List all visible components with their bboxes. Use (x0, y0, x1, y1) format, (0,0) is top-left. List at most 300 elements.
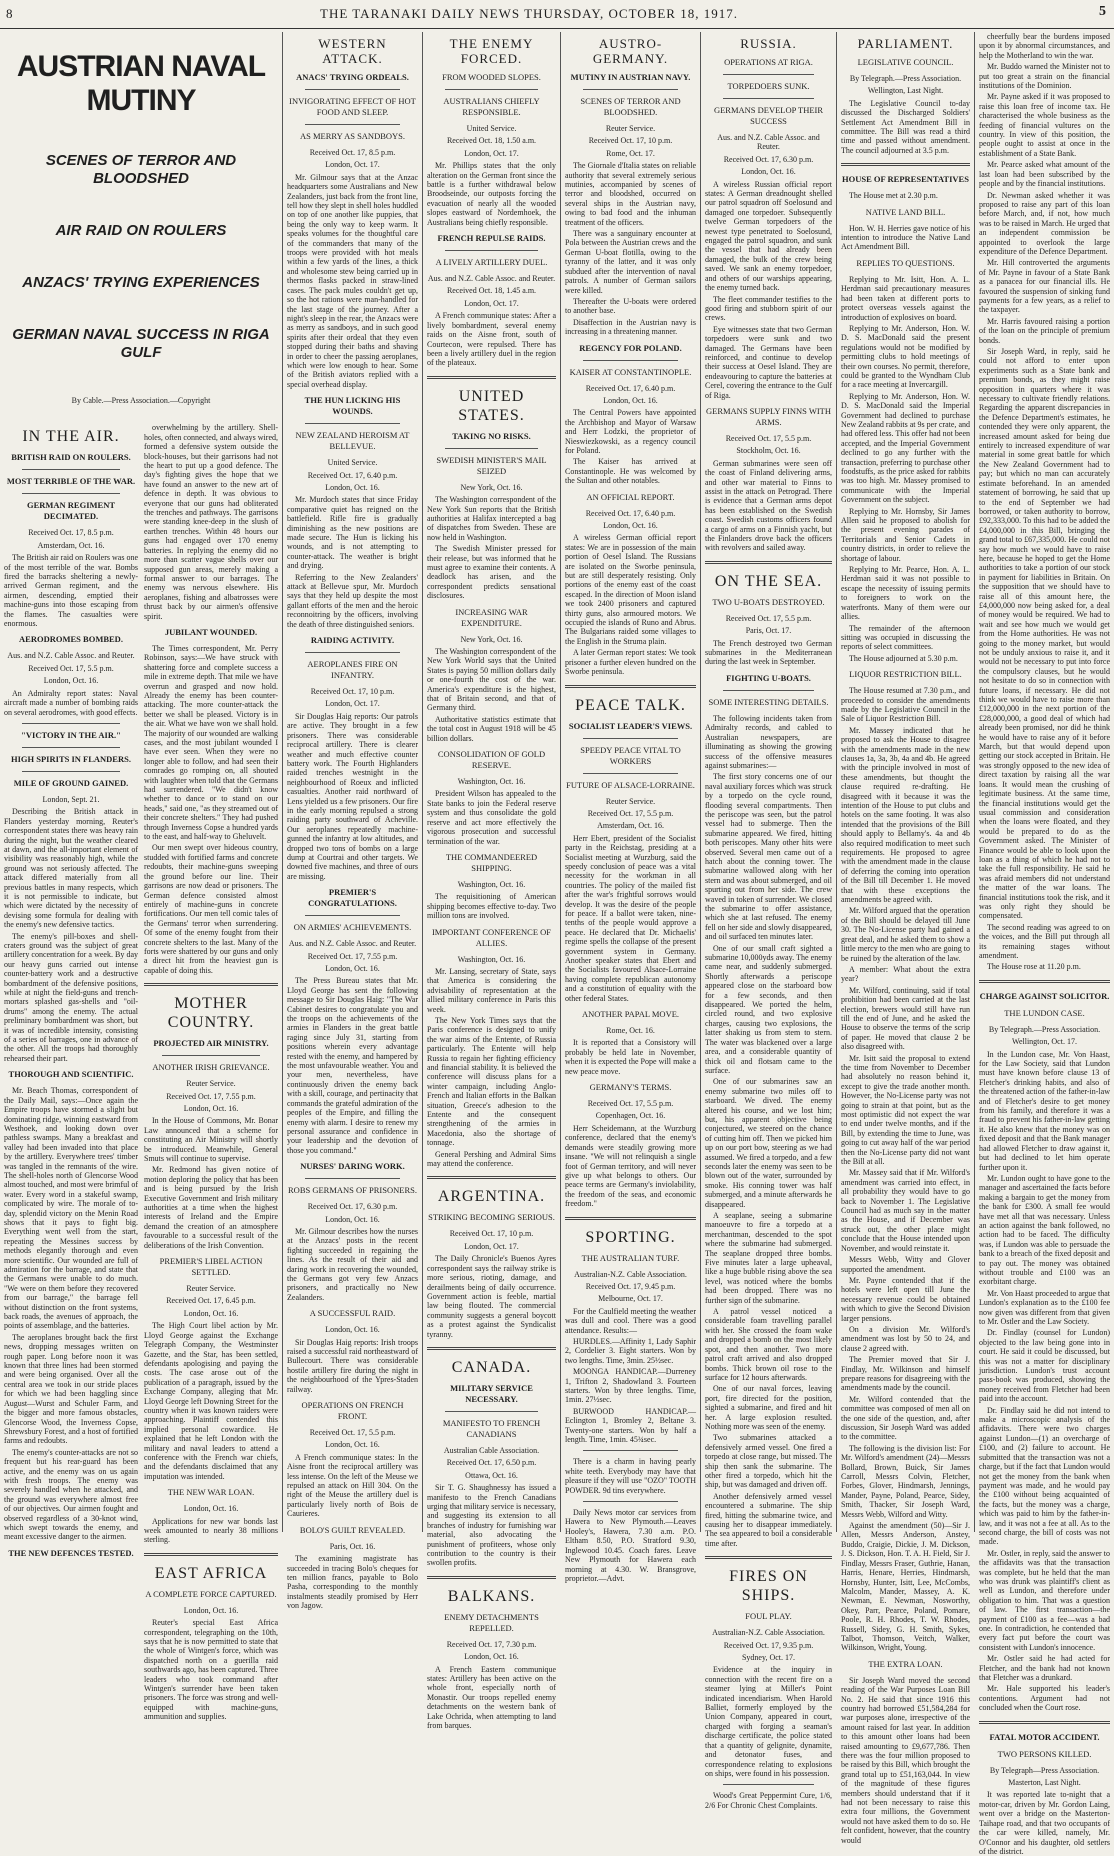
dateline: London, Oct. 17. (464, 298, 519, 308)
section-title-mother-country: MOTHER COUNTRY. (167, 995, 255, 1032)
section-title-sporting: SPORTING. (585, 1228, 676, 1246)
article-paragraph: Authoritative statistics estimate that the total cost in August 1918 will be 45 billion dollars. (427, 714, 556, 743)
dateline: London, Oct. 17. (464, 148, 519, 158)
source-line: United Service. (466, 124, 517, 133)
article-paragraph: Sir Joseph Ward, in reply, said he could not afford to enter upon experiments such as a State bank and premium bonds, as they might raise opposition in quarters where it was necessary to cultivate friendly relations. Regarding the apparent discrepancies in the Defence Department's estimates, he contended they were only apparent, the increased amount asked for being due entirely to increased expenditure of war material in some great battle for which the New Zealand Government had to pay; but which no man can accurately estimate beforehand. In an amended statement of borrowing, he said that up to the end of September we had borrowed, or taken authority to borrow, £92,333,000. To this had to be added the £4,000,000 in this Bill, bringing the grand total to £67,335,000. He could not say how much we would have to raise here, because he hoped to get the Home authorities to take a portion of our stock in payment for liabilities in Britain. On the supposition that we should have to raise all of this amount here, the £4,000,000 now being asked for, a deal of money would be required. We had to wait and see how much we would get from the Home authorities. He was not going to the money market, but would not be unduly anxious to raise it, and it would not be necessary to put into force the compulsory clauses, but he would not hesitate to do so in connection with future loans, if necessary. He did not think we would have to raise more than £12,000,000 in the next portion of the £28,000,000, a good deal of which had already been promised, nor did he think he would have to raise any of it before March, but that would depend upon getting our stock accepted in Britain. He was strongly opposed to the new idea of direct taxation by raising all the war loans. It would mean the crushing of legitimate business. At the same time, the financial institutions would get the usual commission and consideration when the loans were floated, and they would be prepared to do as the Government asked. The Minister of Finance would be able to look upon the loan as a thing of which he had not to take the full responsibility. He said he was afraid members did not understand the matter of the war loans. The financial institutions took the risk, and it was only right they should be compensated. (979, 347, 1110, 921)
received-line: Received Oct. 17, 6.50 p.m. (446, 1458, 537, 1468)
subheading: ROBS GERMANS OF PRISONERS. (288, 1185, 417, 1196)
received-line: Received Oct. 17, 5.5 p.m. (309, 1428, 396, 1438)
subheading: PREMIER'S LIBEL ACTION SETTLED. (159, 1256, 263, 1278)
received-line: Received Oct. 17, 5.5 p.m. (725, 613, 812, 623)
article-paragraph: Mr. Murdoch states that since Friday comparative quiet has reigned on the battlefield. Rifle fire is gradually diminishing as the new positions are made secure. The Hun is licking his wounds, and is not attempting to counter-attack. The weather is bright and drying. (287, 495, 418, 571)
received-line: Received Oct. 17, 6.30 p.m. (307, 1202, 398, 1212)
section-title-enemy-forced: THE ENEMY FORCED. (449, 36, 534, 66)
article-paragraph: Replying to Mr. Isitt, Hon. A. L. Herdman said precautionary measures had been taken at different ports to protect overseas vessels against the introduction of explosives on board. (841, 274, 970, 322)
subheading: ANACS' TRYING ORDEALS. (296, 72, 409, 82)
subheading: MUTINY IN AUSTRIAN NAVY. (570, 72, 691, 82)
article-paragraph: A French communique states: In the Aisne front the reciprocal artillery was less intense. On the left of the Meuse we repulsed an attack on Hill 304. On the right of the Meuse the artillery duel is particularly lively north of Bois de Caurieres. (287, 1452, 418, 1519)
article-paragraph: Herr Scheidemann, at the Wurzburg conference, declared that the enemy's demands were steadily growing more insane. "We will not relinquish a single foot of German territory, and will never give up what belongs to others. Our peace terms are Germany's inviolability, the freedom of the seas, and economic freedom." (565, 1123, 696, 1209)
headline-scenes-of-terror: SCENES OF TERROR AND BLOODSHED (45, 152, 237, 187)
article-paragraph: Describing the British attack in Flanders yesterday morning, Reuter's correspondent states there was heavy rain during the night, but the weather cleared at dawn, and the all-important element of visibility was reasonably high, while the ground was not seriously affected. The attack differed materially from all previous battles in many respects, which it is not permissible to indicate, but which were dictated by the necessity of devising some formula for dealing with the enemy's new defensive tactics. (4, 807, 138, 930)
article-paragraph: A wireless German official report states: We are in possession of the main portion of Oesel Island. The Russians are isolated on the Sworbe peninsula, but are still desperately resisting. Only portions of the enemy east of the coast escaped. In the direction of Moon island we took 2400 prisoners and captured thirty guns, also armoured motors. We occupied the islands of Runo and Abrus. The Bulgarians raided some villages to the English in the Struma plain. (565, 533, 696, 646)
subheading: JUBILANT WOUNDED. (164, 626, 258, 637)
subheading: OPERATIONS AT RIGA. (724, 57, 813, 67)
article-paragraph: The enemy's pill-boxes and shell-craters ground was the subject of great artillery concentration for a week. By day our heavy guns carried out intense counter-battery work and a destructive bombardment of the defensive positions, while at night the field-guns and trench-mortars splashed gas-shells and "oil-drums" among the enemy. The actual preliminary bombardment was short, but it was of incredible intensity, consisting of a series of barrages, one in advance of the other. All the troops had thoroughly rehearsed their part. (4, 931, 138, 1063)
article-paragraph: A wireless Russian official report states: A German dreadnought shelled our patrol squadron off Soelosund and damaged one torpedoer. Subsequently twelve German torpedoers of the newest type penetrated to Soelosund, engaged the patrol squadron, and sunk the vessel that had already been damaged, the bulk of the crew being saved. We sank an enemy torpedoer, and others of our warships appearing, the enemy turned back. (705, 179, 832, 293)
article-paragraph: Mr. Massey said that if Mr. Wilford's amendment was carried into effect, in all probability they would have to go back to November 1. The Legislative Council had as much say in the matter as the House, and if December was struck out, the other place might conclude that the House intended upon November, and would reinstate it. (841, 1168, 970, 1253)
dateline: London, Oct. 16. (325, 482, 380, 492)
subheading: THE COMMANDEERED SHIPPING. (445, 851, 538, 873)
subheading: ANOTHER IRISH GRIEVANCE. (152, 1062, 270, 1073)
subheading: MILITARY SERVICE NECESSARY. (450, 1382, 533, 1404)
dateline: New York, Oct. 16. (460, 634, 523, 644)
dateline: Wellington, Oct. 17. (1012, 1037, 1077, 1047)
dateline: London, Oct. 16. (43, 676, 99, 686)
dateline: Sydney, Oct. 17. (741, 1653, 796, 1663)
subheading: IMPORTANT CONFERENCE OF ALLIES. (431, 926, 552, 948)
subheading: TWO PERSONS KILLED. (997, 1748, 1092, 1759)
section-title-fires-on-ships: FIRES ON SHIPS. (729, 1568, 808, 1605)
article-paragraph: The Kaiser has arrived at Constantinople. He was welcomed by the Sultan and other notables. (565, 457, 696, 486)
article-paragraph: The enemy's counter-attacks are not so frequent but his rear-guard has been active, and the enemy was on us again with fresh troops. The enemy was severely handled when he attacked, and the ground was everywhere almost free of our objectives. Our airmen fought and observed regardless of a 30-knot wind, which swept towards the enemy, and meant excessive danger to the airmen. (4, 1447, 138, 1542)
section-title-in-the-air: IN THE AIR. (22, 428, 120, 446)
source-line: Australian-N.Z. Cable Association. (574, 1269, 687, 1279)
article-paragraph: Dr. Findlay said he did not intend to make a microscopic analysis of the affidavits. There were two charges against Lundon—(1) an overcharge of £100, and (2) failure to account. He submitted that the transaction was not a charge, but if the fact that Lundon would not get the money from the bank when payment was made, and he would pay the £100 without being acquainted of the facts, but the money was a charge, which was paid to him by the father-in-law, and it was not a fee at all. As to the second charge, the bill of costs was not made. (979, 1405, 1110, 1547)
section-title-balkans: BALKANS. (447, 1587, 536, 1605)
article-paragraph: Messrs Webb, Witty and Glover supported the amendment. (841, 1255, 970, 1274)
subheading: SOME INTERESTING DETAILS. (708, 696, 829, 707)
received-line: Received Oct. 17, 5.5 p.m. (725, 433, 812, 443)
article-paragraph: The following incidents taken from Admiralty records, and cabled to Australian newspapers, are illuminating as showing the growing success of the offensive measures against submarines:— (705, 713, 832, 770)
subheading: BOLO'S GUILT REVEALED. (299, 1524, 406, 1535)
article-paragraph: Reuter's special East Africa correspondent, telegraphing on the 10th, says that he is now permitted to state that the whole of Wintgen's force, which was dispatched north on a guerilla raid southwards ago, has been captured. Three leaders who took command after Wintgen's surrender have been taken prisoners. The force was strong and well-equipped with machine-guns, ammunition and supplies. (144, 1618, 278, 1722)
article-paragraph: The Press Bureau states that Mr. Lloyd George has sent the following message to Sir Douglas Haig: "The War Cabinet desires to congratulate you and the troops on the achievements of the armies in Flanders in the great battle raging since July 31, starting from positions wherein every advantage rested with the enemy, and hampered by the most unfavourable weather. You and your men, nevertheless, have continuously driven the enemy back with a skill, courage, and pertinacity that commands the grateful admiration of the peoples of the Empire, and filling the enemy with alarm. I desire to renew my personal assurance and confidence in your leadership and the devotion of those you command." (287, 976, 418, 1155)
article-paragraph: It was reported late to-night that a motor-car, driven by Mr. Gordon Laing, went over a bridge on the Masterton-Taihape road, and that two occupants of the car were killed, namely, Mr. O'Connor and his daughter, old settlers of the district. (979, 1790, 1110, 1856)
received-line: Received Oct. 17, 9.45 p.m. (585, 1281, 676, 1291)
dateline: Rome, Oct. 16. (606, 1026, 655, 1036)
article-paragraph: Mr. Phillips states that the only alteration on the German front since the battle is a further withdrawal below Broodseinde, our outposts forcing the evacuation of nearly all the wooded slopes eastward of Nordemhoek, the Australians being chiefly responsible. (427, 161, 556, 227)
article-paragraph: Mr. Ostler, in reply, said the answer to the affidavits was that the transaction was complete, but he held that the man who was drunk was plaintiff's client as well as Lundon, and therefore under obligation to him. That was a question of law. The first transaction—the payment of £100 as a fee—was a bad one. In contradiction, he contended that every fact put before the court was consistent with Lundon's innocence. (979, 1548, 1110, 1652)
subheading: AEROPLANES FIRE ON INFANTRY. (307, 659, 398, 681)
article-paragraph: For the Caulfield meeting the weather was dull and cool. There was a good attendance. Results:— (565, 1306, 696, 1335)
article-paragraph: Mr. Redmond has given notice of motion deploring the policy that has been and is being pursued by the Irish Executive Government and Irish military authorities at a time when the highest interests of Ireland and the Empire demand the creation of an atmosphere favourable to a successful result of the deliberations of the Irish Convention. (144, 1165, 278, 1250)
source-line: By Telegraph.—Press Association. (988, 1024, 1101, 1034)
dateline: Washington, Oct. 16. (457, 777, 526, 787)
source-line: Reuter Service. (186, 1079, 236, 1089)
section-title-austro-germany: AUSTRO-GERMANY. (592, 36, 669, 66)
subheading: STRIKING BECOMING SERIOUS. (428, 1212, 555, 1223)
subheading: THE LUNDON CASE. (1004, 1007, 1085, 1018)
received-line: Received Oct. 17, 10 p.m. (449, 1229, 534, 1239)
article-paragraph: Replying to Mr. Anderson, Hon. W. D. S. MacDonald said the present regulations would not be modified by permitting clubs to hold meetings of their own courses. No permit, therefore, could be granted to the Wyndham Club for a race meeting at Invercargill. (841, 323, 970, 390)
source-line: Reuter Service. (605, 124, 656, 133)
article-paragraph: The requisitioning of American shipping becomes effective to-day. Two million tons are involved. (427, 892, 556, 921)
subheading: NEW ZEALAND HEROISM AT BELLEVUE. (295, 430, 410, 452)
dateline: Copenhagen, Oct. 16. (595, 1111, 666, 1121)
article-paragraph: Dr. Newman asked whether it was proposed to raise any part of this loan before March, and, if not, how much was to be raised in March. He urged that an independent commission be appointed to overlook the large expenditure of the Defence Department. (979, 190, 1110, 256)
subheading: CONSOLIDATION OF GOLD RESERVE. (437, 749, 546, 771)
advertisement: Wood's Great Peppermint Cure, 1/6, 2/6 For Chronic Chest Complaints. (705, 1791, 832, 1810)
subheading: THE NEW DEFENCES TESTED. (8, 1547, 134, 1558)
article-paragraph: The Daily Chronicle's Buenos Ayres correspondent says the railway strike is more serious, rioting, damage, and derailments being of daily occurrence. Government action is feeble, martial law being flouted. The commercial community suggests a general boycott as a protest against the Syndicalist tyranny. (427, 1254, 556, 1339)
article-paragraph: Mr. Payne asked if it was proposed to raise this loan free of income tax. He characterised the whole business as the feeding of financial vultures on the country. In view of this position, the people ought to assist at once in the establishment of a State Bank. (979, 92, 1110, 158)
article-paragraph: A patrol vessel noticed a considerable foam travelling parallel with her. She crossed the foam wake and dropped a bomb on the most likely spot, and then another. Two more patrol craft arrived and also dropped bombs. Thick brown oil rose to the surface for 12 hours afterwards. (705, 1307, 832, 1382)
subheading: FOUL PLAY. (745, 1611, 792, 1622)
subheading: THE NEW WAR LOAN. (167, 1487, 255, 1498)
article-paragraph: Sir Douglas Haig reports: Our patrols are active. They brought in a few prisoners. There was considerable reciprocal artillery. There is clearer weather and much effective counter battery work. The Fourth Highlanders raided trenches westnight in the neighbourhood of Roeux and inflicted casualties. Another raid northward of Lens yielded us a few prisoners. Our fire in the early morning repulsed a strong raiding party southward of Acheville. Our aeroplanes repeatedly machine-gunned the infantry at low altitudes, and dropped two tons of bombs on a large dump at Courtrai and other targets. We downed five machines, and three of ours are missing. (287, 711, 418, 881)
section-title-russia: RUSSIA. (740, 36, 797, 51)
source-line: Aus. and N.Z. Cable Assoc. and Reuter. (427, 274, 556, 284)
received-line: Received Oct. 17, 10 p.m. (588, 136, 673, 146)
article-paragraph: The House resumed at 7.30 p.m., and proceeded to consider the amendments made by the Legislative Council in the Sale of Liquor Restriction Bill. (841, 686, 970, 724)
article-paragraph: Mr. Gilmour describes how the nurses at the Anzacs' posts in the recent fighting succeeded in regaining the lines. As the result of their aid and daring work in recovering the wounded, the Germans got very few Anzacs prisoners, and practically no New Zealanders. (287, 1226, 418, 1302)
subheading: SWEDISH MINISTER'S MAIL SEIZED (436, 454, 547, 476)
article-paragraph: President Wilson has appealed to the State banks to join the Federal reserve system and thus consolidate the gold reserve and act more effectively the vigorous prosecution and successful termination of the war. (427, 789, 556, 846)
article-paragraph: Eye witnesses state that two German torpedoers were sunk and two damaged. The Germans have been reinforced, and continue to develop their success at Oesel Island. They are endeavouring to capture the batteries at Cerel, covering the entrance to the Gulf of Riga. (705, 324, 832, 400)
column-austrian-mutiny (0, 32, 282, 1722)
dateline: Masterton, Last Night. (1008, 1778, 1081, 1788)
article-paragraph: The High Court libel action by Mr. Lloyd George against the Exchange Telegraph Company, the Westminster Gazette, and the Star, has been settled, defendants apologising and paying the costs. The case arose out of the publication of a paragraph, issued by the Exchange Company, alleging that Mr. Lloyd George left Downing Street for the country when it was known raiders were approaching. Plaintiff contended this implied personal cowardice. He explained that he left London with the military and naval leaders to attend a conference with the French war chiefs, and the defendants disclaimed that any imputation was intended. (144, 1321, 278, 1481)
article-paragraph: Herr Ebert, president of the Socialist party in the Reichstag, presiding at a Socialist meeting at Wurzburg, said the speedy conclusion of peace was a vital necessity for the workman in all countries. The policy of the mailed fist after the war's frightful sorrows would develop. It was the desire of the people for peace. If a ballot were taken, nine-tenths of the people would approve a peace. He declared that Dr. Michaelis' regime spells the collapse of the present government system in Germany. Another speaker states that Ebert and the Socialists favoured Alsace-Lorraine having complete republican autonomy and a constitution of equality with the other federal States. (565, 833, 696, 1003)
article-paragraph: Against the amendment (50)—Sir J. Allen, Messrs Anderson, Anstey, Buddo, Craigie, Dickie, J. M. Dickson, J. S. Dickson, Hon. T. A. H. Field, Sir J. Findlay, Messrs Fraser, Guthrie, Hanan, Harris, Henare, Herries, Hindmarsh, Hornsby, Hunter, Isitt, Lee, McCombs, Malcolm, Mander, Massey, A. K. Newman, E. Newman, Nosworthy, Okey, Parr, Pearce, Poland, Pomare, Poole, R. H. Rhodes, T. W. Rhodes, Russell, Sidey, G. H. Smith, Sykes, Talbot, Thomson, Veitch, Walker, Wilkinson, Wright, Young. (841, 1521, 970, 1653)
received-line: Received Oct. 17, 6.40 p.m. (585, 383, 676, 393)
dateline: Stockholm, Oct. 16. (736, 446, 801, 456)
headline-air-raid: AIR RAID ON ROULERS (55, 222, 227, 239)
article-paragraph: Evidence at the inquiry in connection with the recent fire on a steamer lying at Miller's Point indicated incendiarism. When Harold Balliet, formerly employed by the Union Company, appeared in court, charged with forging a seaman's discharge certificate, the police stated that a quantity of gelignite, dynamite, and detonator fuses, and correspondence relating to explosions on ships, were found in his possession. (705, 1665, 832, 1778)
received-line: Received Oct. 17, 10 p.m. (310, 687, 395, 697)
subheading: GERMANS DEVELOP THEIR SUCCESS (713, 105, 824, 126)
subheading: A COMPLETE FORCE CAPTURED. (145, 1588, 277, 1599)
article-paragraph: German submarines were seen off the coast of Finland delivering arms, and other war material to Finns to assist in the attack on Petrograd. There is evidence that a German arms depot has been established on the Swedish coast. Swedish customs officers found a cargo of arms on a Finnish yacht, but the Finlanders drove back the officers with revolvers and sailed away. (705, 458, 832, 553)
subheading: GERMANS SUPPLY FINNS WITH ARMS. (705, 405, 831, 427)
col1-left (4, 423, 138, 1723)
subheading: KAISER AT CONSTANTINOPLE. (569, 366, 692, 377)
received-line: Received Oct. 17, 9.35 p.m. (723, 1640, 814, 1650)
article-paragraph: The Times correspondent, Mr. Perry Robinson, says:—We have struck with shattering force and complete success a mile in extreme depth. That mile we have overrun and grasped and now hold. Already the enemy has been counter-attacking. The more counter-attack the better we shall be pleased. Victory is in the air. What we have won we shall hold. The majority of our wounded are walking cases, and the most jubilant wounded I have ever seen. When they were no longer able to follow, and had seen their comrades go romping on, all shouted with laughter when told that the Germans had surrendered. "We didn't know whether to dance or to stand on our heads," said one, "as they streamed out of their concrete shelters." They had pushed through Inverness Copse a hundred yards to the east, and half-way to Gheluvelt. (144, 643, 278, 842)
section-title-east-africa: EAST AFRICA (154, 1564, 268, 1582)
subheading: TWO U-BOATS DESTROYED. (712, 596, 825, 607)
page-number-left: 8 (6, 6, 13, 21)
article-paragraph: There was a sanguinary encounter at Pola between the Austrian crews and the German U-boat flotilla, owing to the tyranny of the latter, and it was only subdued after the intervention of naval patrols. A number of German sailors were killed. (565, 229, 696, 295)
article-paragraph: Dr. Findlay (counsel for Lundon) objected to the law being gone into in court. He said it could be discussed, but this was not a matter for disciplinary jurisdiction. Lundon's trust account pass-book was produced, showing the money received from Fletcher had been paid into the account. (979, 1328, 1110, 1404)
article-paragraph: One of our small craft sighted a submarine 10,000yds away. The enemy came near, and suddenly submerged. Shortly afterwards a periscope appeared close on the starboard bow for a few seconds, and then disappeared. We ported the helm, circled round, and two explosive charges, causing two explosions, the latter shaking us from stem to stern. The water was blackened over a large area, and a considerable quantity of thick oil and flotsam came to the surface. (705, 943, 832, 1075)
headline-anzacs: ANZACS' TRYING EXPERIENCES (22, 274, 260, 291)
subheading: ON ARMIES' ACHIEVEMENTS. (293, 922, 412, 933)
article-paragraph: In the House of Commons, Mr. Bonar Law announced that a scheme for constituting an Air Ministry will shortly be introduced. Meanwhile, General Smuts will continue to supervise. (144, 1116, 278, 1163)
dateline: London, Oct. 17. (325, 699, 380, 709)
received-line: Received Oct. 17, 7.55 p.m. (166, 1091, 256, 1101)
dateline: London, Oct. 16. (464, 1652, 519, 1662)
article-paragraph: The Washington correspondent of the New York World says that the United States is paying 50 million dollars daily or one-fourth the cost of the war. America's expenditure is the highest, that of Britain second, and that of Germany third. (427, 647, 556, 713)
subheading: FROM WOODED SLOPES. (442, 72, 541, 82)
article-paragraph: cheerfully bear the burdens imposed upon it by abnormal circumstances, and help the Motherland to win the war. (979, 32, 1110, 60)
article-paragraph: Thereafter the U-boats were ordered to another base. (565, 296, 696, 316)
dateline: Washington, Oct. 16. (457, 879, 526, 889)
race-result: BURWOOD HANDICAP.—Eclington 1, Bromley 2, Beltane 3. Twenty-one starters. Won by half a length. Time, 1min. 45¾sec. (565, 1406, 696, 1445)
article-paragraph: Mr. Harris favoured raising a portion of the loan on the principle of premium bonds. (979, 316, 1110, 345)
article-paragraph: Sir Douglas Haig reports: Irish troops raised a successful raid northeastward of Bullecourt. There was considerable hostile artillery fire during the night in the neighbourhood of the Ypres-Staden railway. (287, 1337, 418, 1394)
article-paragraph: The Legislative Council to-day discussed the Discharged Soldiers' Settlement Act Amendment Bill in committee. The Bill was read a third time and passed without amendment. The council adjourned at 3.5 p.m. (841, 98, 970, 155)
source-line: Australian-N.Z. Cable Association. (712, 1628, 825, 1638)
subheading: THE HUN LICKING HIS WOUNDS. (304, 395, 401, 417)
subheading: REGENCY FOR POLAND. (579, 342, 682, 353)
dateline: London, Oct. 17. (325, 160, 380, 170)
subheading: A LIVELY ARTILLERY DUEL. (435, 257, 548, 268)
dateline: New York, Oct. 16. (460, 482, 523, 492)
col1-right (144, 423, 278, 1723)
newspaper-title: THE TARANAKI DAILY NEWS THURSDAY, OCTOBER 18, 1917. (320, 6, 738, 21)
subheading: INVIGORATING EFFECT OF HOT FOOD AND SLEEP. (289, 96, 416, 117)
article-paragraph: Mr. Lansing, secretary of State, says that America is considering the advisability of representation at the allied military conference in Paris this week. (427, 966, 556, 1014)
article-paragraph: A later German report states: We took prisoner a further eleven hundred on the Sworbe peninsula. (565, 648, 696, 677)
received-line: Received Oct. 18, 1.45 a.m. (446, 286, 537, 296)
section-title-fatal-motor-accident: FATAL MOTOR ACCIDENT. (989, 1731, 1100, 1742)
article-paragraph: The examining magistrate has succeeded in tracing Bolo's cheques for ten million francs, payable to Bolo Pasha, corresponding to the monthly instalments steadily promised by Herr von Jagow. (287, 1554, 418, 1611)
byline: By Cable.—Press Association.—Copyright (71, 396, 211, 405)
article-paragraph: Mr. Ostler said he had acted for Fletcher, and the bank had not known that Fletcher was a drunkard. (979, 1654, 1110, 1683)
article-paragraph: The House met at 2.30 p.m. (849, 191, 938, 201)
source-line: By Telegraph.—Press Association. (849, 74, 962, 83)
subheading: FRENCH REPULSE RAIDS. (437, 233, 546, 244)
received-line: Received Oct. 17, 6.45 p.m. (166, 1296, 256, 1306)
subheading: AN OFFICIAL REPORT. (586, 491, 675, 502)
subheading: HIGH SPIRITS IN FLANDERS. (11, 753, 131, 764)
dateline: London, Oct. 16. (183, 1504, 239, 1514)
subheading: MOST TERRIBLE OF THE WAR. (6, 476, 136, 487)
article-paragraph: The remainder of the afternoon sitting was occupied in discussing the reports of select committees. (841, 623, 970, 652)
article-paragraph: The fleet commander testifies to the good firing and stubborn spirit of our crews. (705, 294, 832, 323)
subheading: SPEEDY PEACE VITAL TO WORKERS (580, 744, 681, 766)
article-paragraph: Mr. Gilmour says that at the Anzac headquarters some Australians and New Zealanders, just back from the front line, tell how they slept in shell holes huddled on top of one another like puppies, that being the only way to keep warm. It speaks volumes for the thoughtful care of the commanders that many of the troops were provided with hot meals within a few yards of the lines, a thick and wholesome stew being carried up in thermos flasks packed in straw-lined cases. The pack mules couldn't get up, so the hot rations were man-handled for the last stage of the journey. After a night's sleep in the rear, the Anzacs were as merry as sandboys, and in such good spirits after their ordeal that they even stopped during their baths and shaving in order to cheer the passing aeroplanes, which were low enough to hear. Some of the British aviators replied with a special overhead display. (287, 172, 418, 389)
received-line: Received Oct. 17, 7.55 p.m. (307, 951, 398, 961)
article-paragraph: The New York Times says that the Paris conference is designed to unify the war aims of the Entente, of Russia particularly. The Entente will help Russia to regain her fighting efficiency and financial stability. It is believed the conference will discuss plans for a winter campaign, including Anglo-French and Italian efforts in the Balkan situation, Greece's adhesion to the Entente and the consequent strengthening of the armies in Macedonia, also the shortage of tonnage. (427, 1015, 556, 1148)
dateline: Paris, Oct. 17. (745, 626, 792, 636)
article-paragraph: Mr. Lundon ought to have gone to the manager and ascertained the facts before making a bargain to get the money from the bank for £300. A small fee would have met all that was necessary. Unless an action against the bank followed, no action had to be faced. The difficulty was, if Lundon was able to persuade the bank to a breach of the fixed deposit and to pay out. The money was obtained without trouble and £100 was an exorbitant charge. (979, 1173, 1110, 1287)
article-paragraph: Sir Joseph Ward moved the second reading of the War Purposes Loan Bill No. 2. He said that since 1916 this country had borrowed £51,584,284 for war purposes alone, irrespective of the amount raised for last year. In addition to this amount other loans had been raised amounting to £9,677,786. Then there was the four million proposed to be raised by this Bill, which brought the grand total up to £51,163,044. In view of the magnitude of these figures members should understand that if it had not been necessary to raise this extra four millions, the Government would not have asked them to do so. He felt confident, however, that the country would (841, 1675, 970, 1845)
article-paragraph: Applications for new war bonds last week amounted to nearly 38 millions sterling. (144, 1516, 278, 1545)
article-paragraph: Mr. Massey indicated that he proposed to ask the House to disagree with the amendments made in the new clauses 1a, 3a, 3b, 4a and 4b. He agreed with the principle involved in most of these amendments, but thought the clause required re-drafting. He disagreed with it because it was the intention of the House to put clubs and hotels on the same footing. It was also intended that the provisions of the Bill should apply to Bellamy's. 4a and 4b also required modification to meet such requirements. He proposed to agree with the amendment made in the clause of deferring the coming into operation of the Bill till December 1. He moved that with these exceptions the amendments be agreed with. (841, 725, 970, 905)
article-paragraph: The Premier moved that Sir J. Findlay, Mr. Wilkinson and himself prepare reasons for disagreeing with the amendments made by the council. (841, 1355, 970, 1393)
subheading: INCREASING WAR EXPENDITURE. (455, 606, 528, 628)
subheading: RAIDING ACTIVITY. (310, 635, 395, 646)
headline-riga-gulf: GERMAN NAVAL SUCCESS IN RIGA GULF (12, 326, 270, 361)
page-number-right: 5 (1099, 4, 1106, 19)
column-russia (700, 32, 836, 1810)
article-paragraph: The first story concerns one of our naval auxiliary forces which was struck by a torpedo on the cycle round, flooding several compartments. Then the periscope was seen, but the patrol vessel had to submerge. Then the submarine appeared. We fired, hitting both periscopes. Many other hits were observed. Several men came out of a hatch about the conning tower. The submarine wallowed along with her stern and was about submerged, and oil spurting out from her side. The crew waved in token of surrender. We closed the submarine to offer assistance, which she at last refused. The enemy fell on her side and slowly disappeared, and oil surfaced ten minutes later. (705, 772, 832, 942)
article-paragraph: On a division Mr. Wilford's amendment was lost by 50 to 24, and clause 2 agreed with. (841, 1324, 970, 1353)
dateline: London, Oct. 17. (464, 1241, 519, 1251)
article-paragraph: The following is the division list: For Mr. Wilford's amendment (24)—Messrs Bollard, Brown, Buick, Sir James Carroll, Messrs Colvin, Fletcher, Forbes, Glover, Hindmarsh, Jennings, Mander, Payne, Poland, Pearce, Sidey, Smith, Thacker, Sir Joseph Ward, Messrs Webb, Wilford and Witty. (841, 1443, 970, 1519)
subheading: SOCIALIST LEADER'S VIEWS. (568, 720, 693, 731)
column-austro-germany (560, 32, 700, 1583)
dateline: London, Oct. 16. (325, 1214, 380, 1224)
article-paragraph: Replying to Mr. Anderson, Hon. W. D. S. MacDonald said the Imperial Government had declined to purchase New Zealand rabbits at 9s per crate, and had offered less. This offer had not been accepted, and the Imperial Government declined to go any further with the transaction, preferring to purchase other foodstuffs, as the price asked for rabbits was too high. Mr. Massey promised to communicate with the Imperial Government on the subject. (841, 391, 970, 505)
column-western-attack (282, 32, 422, 1611)
article-paragraph: The second reading was agreed to on the voices, and the Bill put through all its remaining stages without amendment. (979, 922, 1110, 960)
column-parliament (836, 32, 974, 1845)
article-paragraph: Mr. Wilford contended that the committee was composed of men all on the one side of the question, and, after discussion, Sir Joseph Ward was added to the committee. (841, 1394, 970, 1442)
dateline: Amsterdam, Oct. 16. (597, 821, 664, 831)
article-paragraph: Disaffection in the Austrian navy is increasing in a threatening manner. (565, 317, 696, 337)
article-paragraph: Replying to Mr. Pearce, Hon. A. L. Herdman said it was not possible to escape the necessity of issuing permits to foreigners to work on the waterfronts. Many of them were our allies. (841, 565, 970, 622)
received-line: Received Oct. 17, 8.5 p.m. (309, 148, 396, 157)
article-paragraph: The Giornale d'Italia states on reliable authority that several extremely serious mutinies, accompanied by scenes of terror and bloodshed, occurred on several ships in the Austrian navy, owing to bad food and the inhuman treatment of the officers. (565, 161, 696, 227)
subheading: NATIVE LAND BILL. (865, 206, 946, 217)
subheading: AS MERRY AS SANDBOYS. (299, 131, 406, 141)
source-line: Aus. and N.Z. Cable Assoc. and Reuter. (717, 133, 820, 152)
subheading: THE EXTRA LOAN. (868, 1658, 943, 1669)
subheading: FIGHTING U-BOATS. (726, 672, 811, 683)
article-paragraph: The Swedish Minister pressed for their release, but was informed that he must agree to examine their contents. A deadlock has arisen, and the correspondent predicts sensational disclosures. (427, 544, 556, 601)
subheading: AERODROMES BOMBED. (19, 634, 123, 645)
dateline: Paris, Oct. 16. (329, 1541, 376, 1551)
subheading: NURSES' DARING WORK. (300, 1161, 405, 1172)
dateline: Melbourne, Oct. 17. (598, 1294, 663, 1304)
received-line: Received Oct. 17, 5.5 p.m. (587, 1099, 674, 1109)
race-result: MOONGA HANDICAP.—Durreney 1, Trifton 2, Shadowland 3. Fourteen starters. Won by three lengths. Time, 1min. 27½sec. (565, 1367, 696, 1405)
article-paragraph: Replying to Mr. Hornsby, Sir James Allen said he proposed to abolish for the present evening parades of Territorials and Senior Cadets in country districts, in order to relieve the shortage of labour. (841, 506, 970, 563)
article-paragraph: Two submarines attacked a defensively armed vessel. One fired a torpedo at close range, but missed. The ship then sank the submarine. The other fired a torpedo, which hit the ship, but was damaged and driven off. (705, 1433, 832, 1490)
article-paragraph: Mr. Payne contended that if the hotels were left open till June the necessary revenue could be obtained with which to give the Second Division larger pensions. (841, 1275, 970, 1323)
article-paragraph: Mr. Pearce asked what amount of the last loan had been subscribed by the people and by the financial institutions. (979, 160, 1110, 189)
article-paragraph: The British air raid on Roulers was one of the most terrible of the war. Bombs fired the barracks sheltering a newly-arrived German regiment, and the airmen, descending, emptied their machine-guns into those escaping from the flames. The casualties were enormous. (4, 553, 138, 629)
section-title-argentina: ARGENTINA. (437, 1188, 546, 1206)
dateline: London, Sept. 21. (42, 794, 100, 804)
article-paragraph: Mr. Hill controverted the arguments of Mr. Payne in favour of a State Bank as a panacea for our financial ills. He favoured the suspension of sinking fund payments for a few years, as a relief to the taxpayer. (979, 258, 1110, 315)
subheading: MILE OF GROUND GAINED. (13, 777, 129, 788)
subheading: THOROUGH AND SCIENTIFIC. (8, 1069, 134, 1080)
dateline: London, Oct. 16. (183, 1308, 239, 1318)
article-paragraph: In the Lundon case, Mr. Von Haast, for the Law Society, said that Lundon must have known before clause 13 of Fletcher's drinking habits, and also of the threatened action of the father-in-law and of Fletcher's desire to get money from his family, and therefore it was a fraud to prevent his father-in-law getting it. He also knew that the money was on fixed deposit and that the Bank manager had allowed Fletcher to draw against it, but had declined to let him operate further upon it. (979, 1049, 1110, 1172)
dateline: Rome, Oct. 17. (606, 148, 655, 158)
subheading: GERMANY'S TERMS. (589, 1082, 672, 1093)
dateline: London, Oct. 16. (325, 1325, 380, 1335)
article-paragraph: The House rose at 11.20 p.m. (987, 962, 1081, 972)
received-line: Received Oct. 17, 8.5 p.m. (28, 528, 114, 538)
race-result: HURDLES.—Affinity 1, Lady Saphir 2, Cordelier 3. Eight starters. Won by two lengths. Time, 3min. 25½sec. (565, 1336, 696, 1365)
subheading: A SUCCESSFUL RAID. (309, 1308, 396, 1319)
subheading: ANOTHER PAPAL MOVE. (581, 1009, 680, 1020)
dateline: London, Oct. 16. (603, 521, 658, 530)
article-paragraph: Mr. Wilford argued that the operation of the Bill should be delayed till June 30. The No-License party had gained a great deal, and he asked them to show a little mercy to the men who are going to be ruined by the alteration of the law. (841, 906, 970, 963)
section-title-parliament: PARLIAMENT. (857, 36, 954, 51)
source-line: United Service. (327, 458, 378, 468)
column-loan-and-solicitor (974, 32, 1114, 1856)
received-line: Received Oct. 17, 5.5 p.m. (587, 808, 674, 818)
article-paragraph: Hon. W. H. Herries gave notice of his intention to introduce the Native Land Act Amendment Bill. (841, 223, 970, 252)
subheading: MANIFESTO TO FRENCH CANADIANS (442, 1417, 541, 1439)
article-paragraph: The Central Powers have appointed the Archbishop and Mayor of Warsaw and Herr Lodzki, the proprietor of Nieswiezkowski, as a regency council for Poland. (565, 408, 696, 455)
subheading: FUTURE OF ALSACE-LORRAINE. (566, 779, 695, 790)
subheading: THE AUSTRALIAN TURF. (581, 1252, 680, 1263)
received-line: Received Oct. 17, 6.30 p.m. (723, 154, 814, 164)
article-paragraph: Mr. Hale supported his leader's contentions. Argument had not concluded when the Court rose. (979, 1684, 1110, 1713)
source-line: Aus. and N.Z. Cable Assoc. and Reuter. (288, 939, 417, 949)
source-line: Aus. and N.Z. Cable Assoc. and Reuter. (7, 651, 135, 661)
masthead (0, 0, 1114, 29)
article-paragraph: The aeroplanes brought back the first news, dropping messages written on rough paper. Long before noon it was known that three lines had been stormed and were being organised. Over all the central area we took in our stride places for which we had been haggling since August—Wurst and Schuler Farm, and the bigger and more famous obstacles, Glencorse Wood, the Inverness Copse, Shrewsbury Forest, and a host of fortified farms and redoubts. (4, 1332, 138, 1446)
article-paragraph: Mr. Buddo warned the Minister not to put too great a strain on the financial institutions of the Dominion. (979, 62, 1110, 91)
article-paragraph: A French communique states: After a lively bombardment, several enemy raids on the Aisne front, south of Courtecon, were repulsed. There has been a lively artillery duel in the region of the plateaux. (427, 311, 556, 368)
subheading: PREMIER'S CONGRATULATIONS. (308, 887, 397, 909)
source-line: Reuter Service. (186, 1284, 236, 1294)
subheading: TAKING NO RISKS. (452, 430, 531, 441)
subheading: TORPEDOERS SUNK. (727, 81, 810, 91)
received-line: Received Oct. 17, 5.5 p.m. (28, 663, 114, 673)
dateline: London, Oct. 16. (603, 395, 658, 405)
article-paragraph: One of our submarines saw an enemy submarine two miles off to starboard. We dived. The enemy altered his course, and we lost him; but, his apparent objective being conjectured, we steered on the chance of cutting him off. Then we picked him up on our port bow, steering as we had assumed. We fired a torpedo, and a few seconds later the enemy was seen to be blown out of the water, surrounded by smoke. His conning tower was half submerged, and a minute afterwards he disappeared. (705, 1077, 832, 1209)
article-paragraph: A member: What about the extra year? (841, 964, 970, 984)
dateline: London, Oct. 16. (325, 1440, 380, 1450)
source-line: By Telegraph—Press Association. (989, 1765, 1100, 1775)
article-paragraph: It is reported that a Consistory will probably be held late in November, when it is expected the Pope will make a new peace move. (565, 1038, 696, 1076)
main-headline: AUSTRIAN NAVAL MUTINY (16, 50, 266, 117)
subheading: PROJECTED AIR MINISTRY. (153, 1038, 269, 1049)
section-title-charge-against-solicitor: CHARGE AGAINST SOLICITOR. (979, 990, 1110, 1001)
dateline: Wellington, Last Night. (867, 86, 944, 96)
article-paragraph: An Admiralty report states: Naval aircraft made a number of bombing raids on several aerodromes, with good effects. (4, 688, 138, 717)
dateline: Washington, Oct. 16. (457, 954, 526, 964)
source-line: Reuter Service. (605, 796, 656, 806)
article-paragraph: One of our naval forces, leaving port, fire directed for the position, sighted a submarine, and fired and hit her. A large explosion resulted. Nothing more was seen of the enemy. (705, 1384, 832, 1431)
subheading: LIQUOR RESTRICTION BILL. (849, 669, 962, 680)
received-line: Received Oct. 17, 7.30 p.m. (446, 1639, 537, 1649)
dateline: London, Oct. 16. (183, 1605, 239, 1615)
dateline: London, Oct. 16. (741, 167, 796, 177)
source-line: Australian Cable Association. (443, 1445, 540, 1455)
subheading: AUSTRALIANS CHIEFLY RESPONSIBLE. (443, 96, 540, 117)
dateline: London, Oct. 16. (183, 1103, 239, 1113)
section-title-united-states: UNITED STATES. (458, 387, 525, 424)
advertisement: There is a charm in having pearly white teeth. Everybody may have that pleasure if they will use "OZO" TOOTH POWDER. 9d tins everywhere. (565, 1457, 696, 1495)
article-paragraph: Mr. Isitt said the proposal to extend the time from November to December had absolutely no reason behind it, except to give the trade another month. However, the No-License party was not going to strain at that point, but as the most optimistic did not expect the war to end under twelve months, and if the Bill, by extending the time to June, was going to cut away half of the war period then the No-License party did not want the Bill at all. (841, 1053, 970, 1167)
article-paragraph: Mr. Von Haast proceeded to argue that Lundon's explanation as to the £100 fee now given was different from that given to Mr. Ostler and the Law Society. (979, 1288, 1110, 1326)
column-enemy-forced (422, 32, 560, 1731)
subheading: REPLIES TO QUESTIONS. (856, 257, 955, 268)
article-paragraph: Another defensively armed vessel encountered a submarine. The ship fired, hitting the submarine twice, and causing her to disappear immediately. The sea appeared to boil a considerable time after. (705, 1491, 832, 1548)
article-paragraph: overwhelming by the artillery. Shell-holes, often connected, and always wired, formed a defensive system outside the block-houses, but their garrisons had not the heart to put up a good defence. The day's fighting gives the hope that we have found an answer to the new art of defence in depth. It was obvious to everyone that our guns had obliterated the trenches and pathways. The garrisons were standing knee-deep in the slush of earthen trenches. Within 48 hours our guns had engaged over 170 enemy batteries. In replying the enemy did no more than scatter vague shells over our supposed gun areas, merely making a formal answer to our barrages. The enemy was nervous elsewhere. His aeroplanes, fishing and albatrosses were thrust back by our airmen's offensive spirit. (144, 423, 278, 621)
article-paragraph: General Pershing and Admiral Sims may attend the conference. (427, 1149, 556, 1169)
article-paragraph: Our men swept over hideous country, studded with fortified farms and concrete redoubts, their machine-guns sweeping the ground before our line. Their garrisons are now dead or prisoners. The German defence consisted almost entirely of machine-guns in concrete fortifications. Our men tell comic tales of the Germans' terror when surrendering. Of some of the enemy fought from their concrete shelters to the last. Many of the forts were shattered by our guns and only a direct hit from the heaviest gun is capable of doing this. (144, 843, 278, 975)
article-paragraph: Mr. Wilford, continuing, said if total prohibition had been carried at the last election, brewers would still have run till the end of June, and he asked the House to observe the terms of the scrip of paper. He moved that clause 2 be also disagreed with. (841, 985, 970, 1052)
article-paragraph: A French Eastern communique states: Artillery has been active on the whole front, especially north of Monastir. Our troops repelled enemy detachments on the western bank of Lake Ochrida, when attempting to land from barques. (427, 1664, 556, 1731)
subheading: GERMAN REGIMENT DECIMATED. (26, 500, 116, 522)
article-paragraph: The Washington correspondent of the New York Sun reports that the British authorities at Halifax intercepted a bag of dispatches from Sweden. These are now held in Washington. (427, 495, 556, 542)
article-paragraph: Referring to the New Zealanders' attack at Bellevue spur, Mr. Murdoch says that they held up despite the most gallant efforts of the men and the heroic reconnoitring by the officers, involving the death of three distinguished seniors. (287, 572, 418, 629)
section-title-peace-talk: PEACE TALK. (575, 696, 686, 714)
subheading: LEGISLATIVE COUNCIL. (857, 57, 954, 67)
dateline: London, Oct. 16. (325, 964, 380, 973)
subheading: ENEMY DETACHMENTS REPELLED. (444, 1611, 539, 1633)
section-title-canada: CANADA. (451, 1358, 532, 1376)
article-paragraph: The French destroyed two German submarines in the Mediterranean during the last week in September. (705, 638, 832, 667)
dateline: Ottawa, Oct. 16. (465, 1470, 518, 1480)
received-line: Received Oct. 17, 6.40 p.m. (585, 508, 676, 518)
subheading: OPERATIONS ON FRENCH FRONT. (301, 1400, 404, 1422)
received-line: Received Oct. 18, 1.50 a.m. (446, 136, 537, 146)
section-title-house: HOUSE OF REPRESENTATIVES (842, 174, 969, 185)
article-paragraph: Mr. Beach Thomas, correspondent of the Daily Mail, says:—Once again the Empire troops have stormed a slight but dominating ridge, winning eastward from Westhoek, and looking down over pathless swamps. Many a breakfast and valley had been invaded into that place by the artillery. Everywhere trees' timber was tangled in the remnants of the wire. The shell-holes north of Glencorse Wood almost touched, and most were brimful of water. Every word in a stakeful swamp, complicated by wire. The morale of to-day, splendid victory on the Menin Road shows that it pays to fight big. Everything went well from the start, repeating the Messines success by methods elegantly thorough and even more scientific. Our wounded are full of admiration for the barrage, and state that the Germans were unable to do much. "We were on them before they recovered from our barrage," the barrage fell without distinction on the front systems, back roads, the avenues of approach, the points of assemblage, and the batteries. (4, 1086, 138, 1331)
dateline: Amsterdam, Oct. 16. (37, 540, 105, 550)
article-paragraph: A seaplane, seeing a submarine manoeuvre to fire a torpedo at a merchantman, descended to the spot where the submarine had submerged. The seaplane dropped three bombs. Five minutes later a large upheaval, like a huge bubble rising above the sea level, was noticed where the bombs had been dropped. There was no further sign of the submarine. (705, 1211, 832, 1305)
section-title-on-the-sea: ON THE SEA. (714, 572, 823, 590)
subheading: SCENES OF TERROR AND BLOODSHED. (580, 96, 681, 117)
article-paragraph: Sir T. G. Shaughnessy has issued a manifesto to the French Canadians urging that military service is necessary, and suggesting its extension to all branches of industry for furnishing war material, also advocating the punishment of profiteers, whose only contribution to the country is their swollen profits. (427, 1483, 556, 1568)
section-title-western-attack: WESTERN ATTACK. (318, 36, 387, 66)
received-line: Received Oct. 17, 6.40 p.m. (307, 470, 398, 480)
article-paragraph: The House adjourned at 5.30 p.m. (849, 653, 958, 663)
subheading: BRITISH RAID ON ROULERS. (11, 452, 131, 463)
